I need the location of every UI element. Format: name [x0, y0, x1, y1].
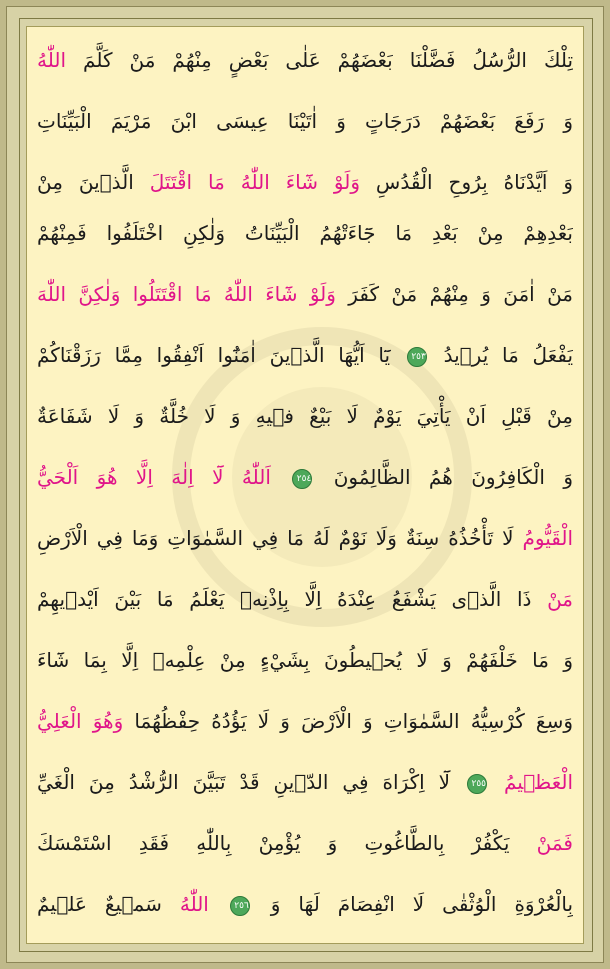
- highlighted-text: الْقَيُّومُ: [522, 526, 573, 550]
- verse-text: مِنْ قَبْلِ اَنْ يَأْتِيَ يَوْمٌ لَا بَيْعٌ فٖيهِ وَ لَا خُلَّةٌ وَ لَا شَفَاعَةٌ: [37, 404, 573, 428]
- verse-text: لَٓا اِكْرَاهَ فِي الدّٖينِ قَدْ تَبَيَّنَ الرُّشْدُ مِنَ الْغَيِّ: [37, 770, 451, 794]
- verse-text: مَنْ اٰمَنَ وَ مِنْهُمْ مَنْ كَفَرَ: [348, 282, 573, 306]
- verse-line: [37, 759, 573, 805]
- verse-text: يَكْفُرْ بِالطَّاغُوتِ وَ يُؤْمِنْ بِاللّٰهِ فَقَدِ اسْتَمْسَكَ: [37, 831, 510, 855]
- verse-text: تِلْكَ الرُّسُلُ فَضَّلْنَا بَعْضَهُمْ عَلٰى بَعْضٍ مِنْهُمْ مَنْ كَلَّمَ: [83, 48, 573, 72]
- verse-line: [37, 37, 573, 83]
- verse-line: [37, 881, 573, 927]
- mushaf-page: [26, 26, 584, 944]
- highlighted-text: اللّٰهُ: [37, 48, 66, 72]
- highlighted-text: وَهُوَ الْعَلِيُّ: [37, 709, 124, 733]
- highlighted-text: وَلَوْ شَٓاءَ اللّٰهُ مَا اقْتَتَلَ: [149, 170, 360, 194]
- ayah-number-marker: ٢٥٣: [407, 347, 427, 367]
- verse-line: [37, 98, 573, 144]
- verse-line: [37, 332, 573, 378]
- highlighted-text: اَللّٰهُ لَٓا اِلٰهَ اِلَّا هُوَ اَلْحَيُّ: [37, 465, 271, 489]
- highlighted-text: الْعَظٖيمُ: [503, 770, 573, 794]
- verse-line: [37, 576, 573, 622]
- verse-line: [37, 210, 573, 256]
- verse-text: سَمٖيعٌ عَلٖيمٌ: [37, 892, 162, 916]
- verse-text: لَا تَأْخُذُهُ سِنَةٌ وَلَا نَوْمٌ لَهُ مَا فِي السَّمٰوَاتِ وَمَا فِي الْاَرْضِ: [37, 526, 514, 550]
- verse-text: يَفْعَلُ مَا يُرٖيدُ: [443, 343, 573, 367]
- verse-line: [37, 820, 573, 866]
- verse-text: وَ الْكَافِرُونَ هُمُ الظَّالِمُونَ: [333, 465, 573, 489]
- verse-lines: [27, 27, 583, 943]
- verse-line: [37, 271, 573, 317]
- verse-line: [37, 698, 573, 744]
- verse-text: وَسِعَ كُرْسِيُّهُ السَّمٰوَاتِ وَ الْاَرْضَ وَ لَا يَؤُدُهُ حِفْظُهُمَا: [134, 709, 573, 733]
- verse-line: [37, 393, 573, 439]
- ayah-number-marker: ٢٥٦: [230, 896, 250, 916]
- verse-line: [37, 637, 573, 683]
- verse-line: [37, 515, 573, 561]
- verse-text: بِالْعُرْوَةِ الْوُثْقٰى لَا انْفِصَامَ لَهَا وَ: [270, 892, 573, 916]
- ayah-number-marker: ٢٥٥: [467, 774, 487, 794]
- verse-line: [37, 159, 573, 205]
- highlighted-text: اللّٰهُ: [179, 892, 209, 916]
- ayah-number-marker: ٢٥٤: [292, 469, 312, 489]
- highlighted-text: مَنْ: [547, 587, 573, 611]
- verse-line: [37, 454, 573, 500]
- verse-text: ذَا الَّذٖى يَشْفَعُ عِنْدَهُ اِلَّا بِاِذْنِهٖ يَعْلَمُ مَا بَيْنَ اَيْدٖيهِمْ: [37, 587, 532, 611]
- verse-text: وَ رَفَعَ بَعْضَهُمْ دَرَجَاتٍ وَ اٰتَيْنَا عِيسَى ابْنَ مَرْيَمَ الْبَيِّنَاتِ: [37, 109, 573, 133]
- verse-text: الَّذٖينَ مِنْ: [37, 170, 134, 194]
- highlighted-text: فَمَنْ: [536, 831, 573, 855]
- highlighted-text: وَلَوْ شَٓاءَ اللّٰهُ مَا اقْتَتَلُوا وَلٰكِنَّ اللّٰهَ: [37, 282, 336, 306]
- verse-text: وَ مَا خَلْفَهُمْ وَ لَا يُحٖيطُونَ بِشَيْءٍ مِنْ عِلْمِهٖ اِلَّا بِمَا شَٓاءَ: [37, 648, 573, 672]
- verse-text: يَٓا اَيُّهَا الَّذٖينَ اٰمَنُٓوا اَنْفِقُوا مِمَّا رَزَقْنَاكُمْ: [37, 343, 391, 367]
- verse-text: وَ اَيَّدْنَاهُ بِرُوحِ الْقُدُسِ: [375, 170, 573, 194]
- verse-text: بَعْدِهِمْ مِنْ بَعْدِ مَا جَٓاءَتْهُمُ الْبَيِّنَاتُ وَلٰكِنِ اخْتَلَفُوا فَمِنْهُمْ: [37, 221, 573, 245]
